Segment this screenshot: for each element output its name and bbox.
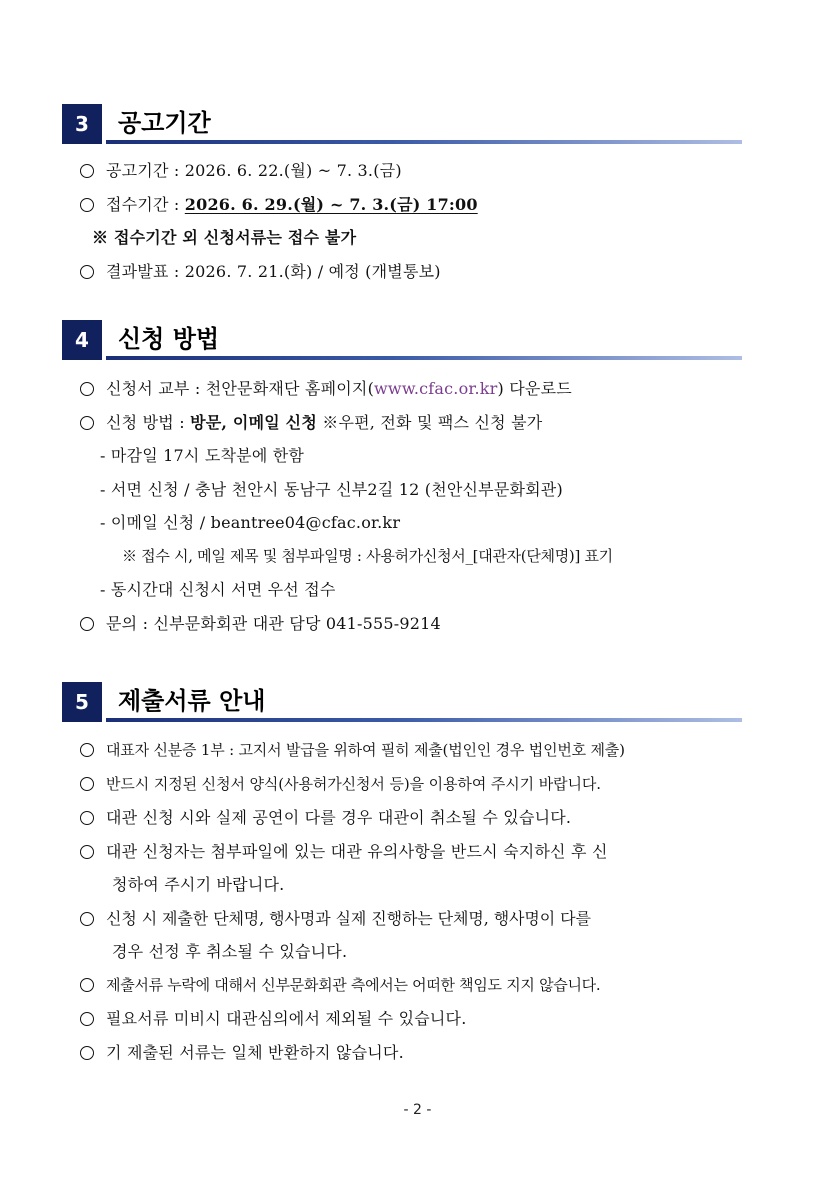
circle-bullet-icon [80,1012,94,1026]
highlight-period: 2026. 6. 29.(월) ~ 7. 3.(금) 17:00 [184,194,478,214]
list-item: 반드시 지정된 신청서 양식(사용허가신청서 등)을 이용하여 주시기 바랍니다. [80,768,780,802]
section-header [62,682,742,722]
note: ※ 접수 시, 메일 제목 및 첨부파일명 : 사용허가신청서_[대관자(단체명)] 표기 [122,546,613,565]
section-number: 4 [62,320,102,360]
list-item: 대관 신청자는 첨부파일에 있는 대관 유의사항을 반드시 숙지하신 후 신 [80,835,780,869]
circle-bullet-icon [80,1046,94,1060]
note: ※ 접수기간 외 신청서류는 접수 불가 [92,228,357,247]
section-3 [62,104,742,281]
section-4 [62,320,742,633]
section-list [80,372,780,640]
section-rule [106,140,742,144]
section-header [62,320,742,360]
section-header [62,104,742,144]
sub-item: - 마감일 17시 도착분에 한함 [100,446,305,465]
sub-item: - 이메일 신청 / beantree04@cfac.or.kr [100,513,401,532]
circle-bullet-icon [80,912,94,926]
list-item: 신청서 교부 : 천안문화재단 홈페이지(www.cfac.or.kr) 다운로드 [80,372,780,406]
circle-bullet-icon [80,265,94,279]
list-item: 기 제출된 서류는 일체 반환하지 않습니다. [80,1036,780,1070]
continuation-line: 청하여 주시기 바랍니다. [112,875,285,894]
section-rule [106,718,742,722]
continuation-line: 경우 선정 후 취소될 수 있습니다. [112,942,348,961]
homepage-link[interactable]: www.cfac.or.kr [374,379,498,398]
list-item: 제출서류 누락에 대해서 신부문화회관 측에서는 어떠한 책임도 지지 않습니다. [80,969,780,1003]
list-item: 문의 : 신부문화회관 대관 담당 041-555-9214 [80,607,780,641]
section-title: 신청 방법 [118,325,220,353]
circle-bullet-icon [80,845,94,859]
list-item: 대표자 신분증 1부 : 고지서 발급을 위하여 필히 제출(법인인 경우 법인번호 제출) [80,734,780,768]
list-item: 신청 방법 : 방문, 이메일 신청 ※우편, 전화 및 팩스 신청 불가 [80,406,780,440]
list-item: 결과발표 : 2026. 7. 21.(화) / 예정 (개별통보) [80,255,780,289]
section-number: 3 [62,104,102,144]
sub-item: - 동시간대 신청시 서면 우선 접수 [100,580,336,599]
page-number: - 2 - [403,1102,432,1118]
circle-bullet-icon [80,978,94,992]
circle-bullet-icon [80,382,94,396]
circle-bullet-icon [80,777,94,791]
list-item: 접수기간 : 2026. 6. 29.(월) ~ 7. 3.(금) 17:00 [80,188,780,222]
circle-bullet-icon [80,617,94,631]
circle-bullet-icon [80,198,94,212]
section-rule [106,356,742,360]
circle-bullet-icon [80,811,94,825]
list-item: 필요서류 미비시 대관심의에서 제외될 수 있습니다. [80,1002,780,1036]
list-item: 대관 신청 시와 실제 공연이 다를 경우 대관이 취소될 수 있습니다. [80,801,780,835]
circle-bullet-icon [80,416,94,430]
section-5 [62,682,742,1062]
section-title: 제출서류 안내 [118,687,266,715]
list-item: 공고기간 : 2026. 6. 22.(월) ~ 7. 3.(금) [80,154,780,188]
section-number: 5 [62,682,102,722]
circle-bullet-icon [80,743,94,757]
section-list [80,154,780,288]
sub-item: - 서면 신청 / 충남 천안시 동남구 신부2길 12 (천안신부문화회관) [100,479,563,499]
list-item: 신청 시 제출한 단체명, 행사명과 실제 진행하는 단체명, 행사명이 다를 [80,902,780,936]
section-list [80,734,780,1069]
circle-bullet-icon [80,164,94,178]
section-title: 공고기간 [118,109,211,137]
